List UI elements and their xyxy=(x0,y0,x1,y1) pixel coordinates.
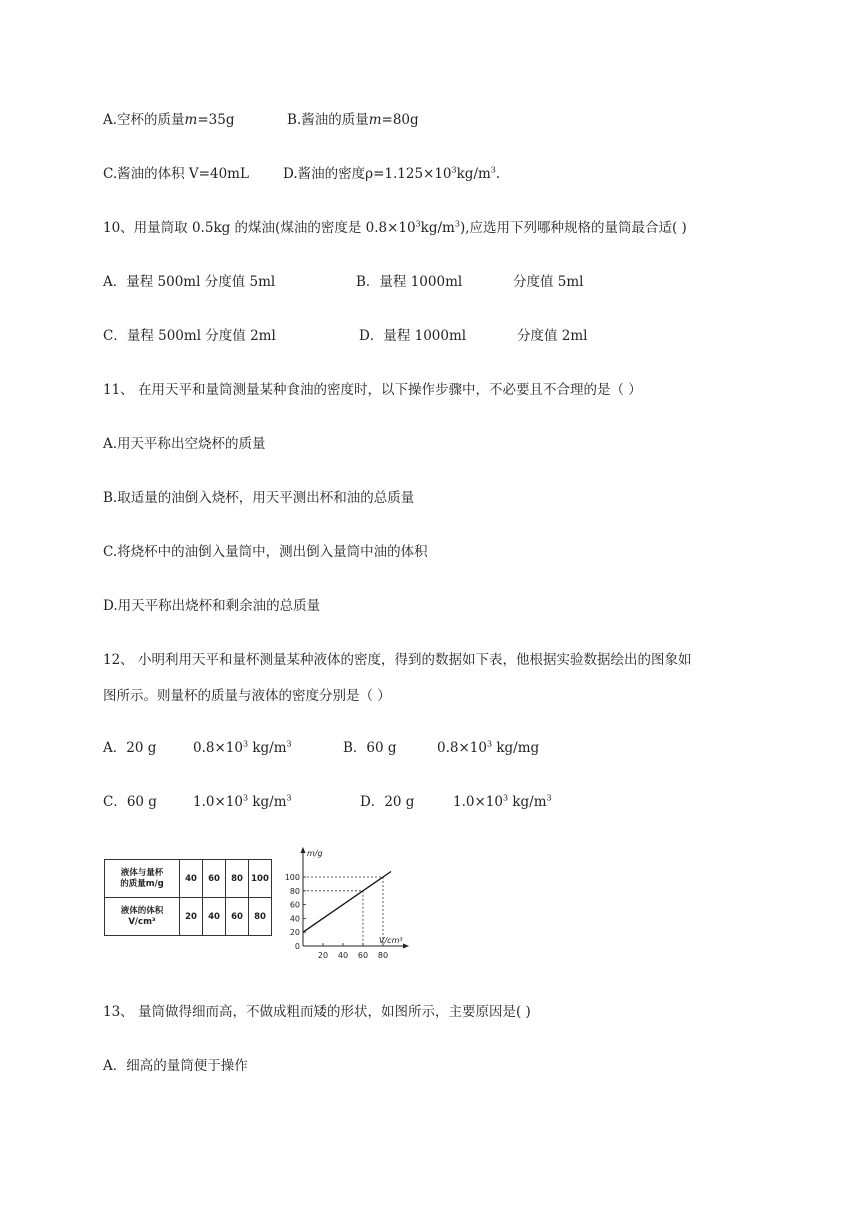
x-tick-label: 40 xyxy=(337,951,349,960)
table-cell: 100 xyxy=(249,860,272,898)
table-cell: 60 xyxy=(203,860,226,898)
table-row xyxy=(105,860,272,898)
y-axis-arrow xyxy=(301,847,306,853)
table-cell: 60 xyxy=(226,898,249,936)
q11-option-b: B.取适量的油倒入烧杯，用天平测出杯和油的总质量 xyxy=(103,490,415,506)
q12-option-b-mass: B．60 g xyxy=(343,740,397,756)
table-row-header-volume: 液体的体积 V/cm³ xyxy=(105,898,180,936)
table-cell: 80 xyxy=(249,898,272,936)
y-tick-label: 40 xyxy=(289,914,300,924)
q9-option-a: A.空杯的质量m=35g xyxy=(103,112,235,128)
table-cell: 40 xyxy=(203,898,226,936)
q10-option-d-range: D．量程 1000ml xyxy=(359,328,467,344)
table-cell: 80 xyxy=(226,860,249,898)
q13-option-a: A．细高的量筒便于操作 xyxy=(103,1058,248,1074)
q10-option-d-division: 分度值 2ml xyxy=(517,328,588,344)
x-tick-label: 80 xyxy=(377,951,389,960)
table-row-header-mass: 液体与量杯 的质量m/g xyxy=(105,860,180,898)
mass-volume-graph xyxy=(284,844,424,962)
table-cell: 40 xyxy=(180,860,203,898)
table-row xyxy=(105,898,272,936)
q9-option-b: B.酱油的质量m=80g xyxy=(287,112,419,128)
q12-option-d-density: $1.0\times 10^3$ $kg/m^3$ xyxy=(453,793,552,810)
q11-option-d: D.用天平称出烧杯和剩余油的总质量 xyxy=(103,598,321,614)
q12-option-c-mass: C．60 g xyxy=(103,794,157,810)
q10-option-c: C．量程 500ml 分度值 2ml xyxy=(103,328,276,344)
q12-stem-line2: 图所示。则量杯的质量与液体的密度分别是（ ） xyxy=(103,688,391,704)
y-axis-label: m/g xyxy=(307,849,323,858)
q9-option-d: D.酱油的密度$\rho=1.125\times 10^3kg/m^3$. xyxy=(283,165,501,182)
x-axis-label: V/cm³ xyxy=(379,936,403,945)
x-axis-arrow xyxy=(403,944,409,949)
q11-stem: 11、 在用天平和量筒测量某种食油的密度时，以下操作步骤中，不必要且不合理的是（ ） xyxy=(103,382,642,398)
data-table xyxy=(104,859,272,936)
y-tick-label: 80 xyxy=(289,886,300,896)
q12-option-a-density: $0.8\times 10^3$ $kg/m^3$ xyxy=(193,739,292,756)
y-tick-label: 100 xyxy=(284,873,300,882)
q10-option-b-division: 分度值 5ml xyxy=(513,274,584,290)
q9-option-c: C.酱油的体积 V=40mL xyxy=(103,166,249,182)
series-line xyxy=(303,871,391,932)
q11-option-a: A.用天平称出空烧杯的质量 xyxy=(103,436,266,452)
y-tick-label: 20 xyxy=(289,928,300,938)
x-tick-label: 20 xyxy=(317,951,329,960)
q10-option-a: A．量程 500ml 分度值 5ml xyxy=(103,274,276,290)
q12-option-d-mass: D．20 g xyxy=(360,794,415,810)
q12-option-b-density: $0.8\times 10^3$ kg/mg xyxy=(437,739,540,756)
y-tick-label: 60 xyxy=(289,900,300,910)
q12-option-a-mass: A．20 g xyxy=(103,740,157,756)
q13-stem: 13、 量筒做得细而高，不做成粗而矮的形状，如图所示，主要原因是( ) xyxy=(103,1004,531,1020)
q11-option-c: C.将烧杯中的油倒入量筒中，测出倒入量筒中油的体积 xyxy=(103,544,428,560)
q12-stem-line1: 12、 小明利用天平和量杯测量某种液体的密度，得到的数据如下表，他根据实验数据绘出的图象如 xyxy=(103,652,692,668)
table-cell: 20 xyxy=(180,898,203,936)
x-tick-label: 60 xyxy=(357,951,369,960)
q12-option-c-density: $1.0\times 10^3$ $kg/m^3$ xyxy=(193,793,292,810)
q10-stem: 10、用量筒取 0.5kg 的煤油(煤油的密度是 $0.8\times 10^3kg/m^3$),应选用下列哪种规格的量筒最合适( ) xyxy=(103,219,687,236)
y-tick-label: 0 xyxy=(294,942,300,951)
q10-option-b-range: B．量程 1000ml xyxy=(356,274,463,290)
